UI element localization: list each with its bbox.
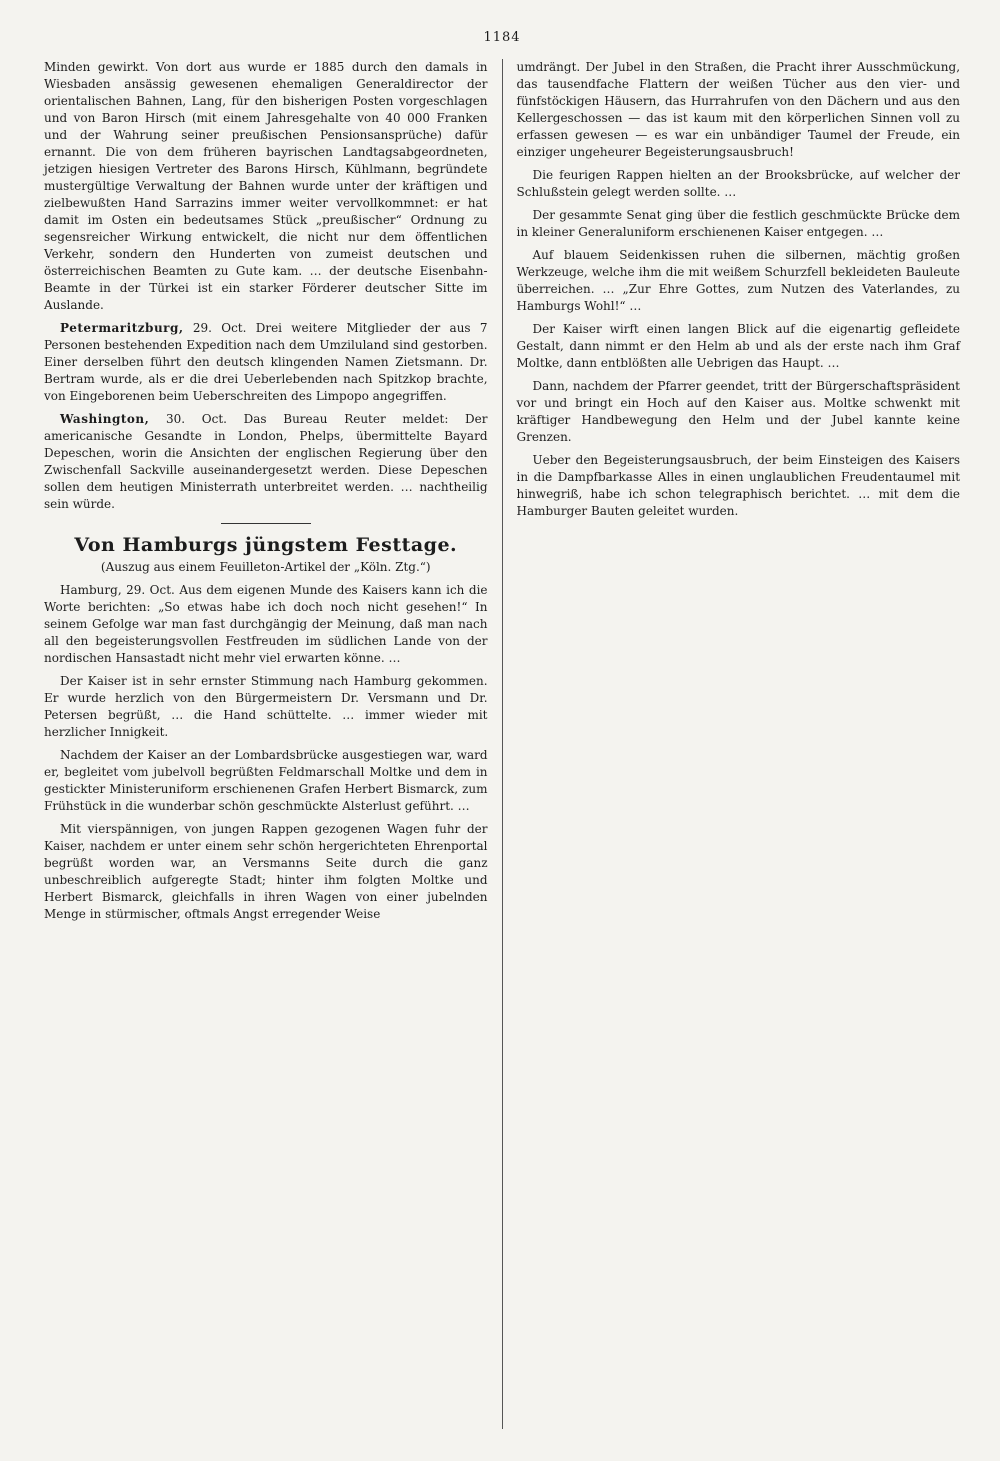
feature-paragraph: Der Kaiser wirft einen langen Blick auf die eigenartig gefleidete Gestalt, dann nimmt er den Helm ab und als der erste nach ihm Graf Moltke, dann entblößten alle Uebrigen das Haupt. … bbox=[516, 322, 961, 370]
dateline-washington: Washington, bbox=[60, 412, 150, 426]
feature-paragraph: Der Kaiser ist in sehr ernster Stimmung nach Hamburg gekommen. Er wurde herzlich von den Bürgermeistern Dr. Versmann und Dr. Petersen begrüßt, … die Hand schüttelte. … immer wieder mit herzlicher Innigkeit. bbox=[44, 674, 488, 739]
feature-paragraph: Auf blauem Seidenkissen ruhen die silbernen, mächtig großen Werkzeuge, welche ihm die mit weißem Schurzfell bekleideten Bauleute überreichen. … „Zur Ehre Gottes, zum Nutzen des Vaterlandes, zu Hamburgs Wohl!“ … bbox=[516, 248, 961, 313]
page-number: 1184 bbox=[483, 30, 521, 45]
continued-report: Minden gewirkt. Von dort aus wurde er 1885 durch den damals in Wiesbaden ansässig gewesenen ehemaligen Generaldirector der orientalischen Bahnen, Lang, für den bisherigen Posten vorgeschlagen und von Baron Hirsch (mit einem Jahresgehalte von 40 000 Franken und der Wahrung seiner preußischen Pensionsansprüche) dafür ernannt. Die von dem früheren bayrischen Landtagsabgeordneten, jetzigen hiesigen Vertreter des Barons Hirsch, Kühlmann, begründete mustergültige Verwaltung der Bahnen wurde unter der kräftigen und zielbewußten Hand Sarrazins immer weiter vervollkommnet: er hat damit im Osten ein bedeutsames Stück „preußischer“ Ordnung zu segensreicher Wirkung entwickelt, die nicht nur dem öffentlichen Verkehr, sondern den Hunderten von zumeist deutschen und österreichischen Beamten zu Gute kam. … der deutsche Eisenbahn-Beamte in der Türkei ist ein starker Förderer deutscher Sitte im Auslande. bbox=[44, 60, 488, 312]
feature-paragraph: Die feurigen Rappen hielten an der Brooksbrücke, auf welcher der Schlußstein gelegt werden sollte. … bbox=[516, 168, 961, 199]
feature-paragraph: Dann, nachdem der Pfarrer geendet, tritt der Bürgerschaftspräsident vor und bringt ein Hoch auf den Kaiser aus. Moltke schwenkt mit kräftiger Handbewegung den Helm und der Jubel kannte keine Grenzen. bbox=[516, 379, 961, 444]
feature-paragraph: Der gesammte Senat ging über die festlich geschmückte Brücke dem in kleiner Generaluniform erschienenen Kaiser entgegen. … bbox=[516, 208, 961, 239]
dateline-petermaritzburg: Petermaritzburg, bbox=[60, 321, 184, 335]
feature-title: Von Hamburgs jüngstem Festtage. bbox=[74, 534, 458, 556]
right-column bbox=[511, 59, 961, 526]
left-column bbox=[44, 59, 494, 929]
feature-byline: (Auszug aus einem Feuilleton-Artikel der „Köln. Ztg.“) bbox=[100, 560, 431, 574]
feature-paragraph: umdrängt. Der Jubel in den Straßen, die Pracht ihrer Ausschmückung, das tausendfache Flattern der weißen Tücher aus den vier- und fünfstöckigen Häusern, das Hurrahrufen von den Dächern und aus den Kellergeschossen — das ist kaum mit den körperlichen Sinnen voll zu erfassen gewesen — es war ein unbändiger Taumel der Freude, ein einziger ungeheurer Begeisterungsausbruch! bbox=[516, 60, 961, 159]
feature-paragraph: Mit vierspännigen, von jungen Rappen gezogenen Wagen fuhr der Kaiser, nachdem er unter einem sehr schön hergerichteten Ehrenportal begrüßt worden war, an Versmanns Seite durch die ganz unbeschreiblich aufgeregte Stadt; hinter ihm folgten Moltke und Herbert Bismarck, gleichfalls in ihren Wagen von einer jubelnden Menge in stürmischer, oftmals Angst erregender Weise bbox=[44, 822, 488, 921]
feature-paragraph: Hamburg, 29. Oct. Aus dem eigenen Munde des Kaisers kann ich die Worte berichten: „So etwas habe ich doch noch nicht gesehen!“ In seinem Gefolge war man fast durchgängig der Meinung, daß man nach all den begeisterungsvollen Festfreuden im südlichen Lande von der nordischen Hansastadt nicht mehr viel erwarten könne. … bbox=[44, 583, 488, 665]
news-item-petermaritzburg bbox=[44, 320, 488, 405]
news-item-washington bbox=[44, 411, 488, 513]
text-columns bbox=[44, 59, 960, 1429]
feature-paragraph: Nachdem der Kaiser an der Lombardsbrücke ausgestiegen war, ward er, begleitet vom jubelvoll begrüßten Feldmarschall Moltke und dem in gestickter Ministeruniform erschienenen Grafen Herbert Bismarck, zum Frühstück in die wunderbar schön geschmückte Alsterlust geführt. … bbox=[44, 748, 488, 813]
section-divider bbox=[221, 523, 311, 524]
column-rule bbox=[502, 59, 503, 1429]
news-text-petermaritzburg: 29. Oct. Drei weitere Mitglieder der aus 7 Personen bestehenden Expedition nach dem Umziluland sind gestorben. Einer derselben führt den deutsch klingenden Namen Zietsmann. Dr. Bertram wurde, als er die drei Ueberlebenden nach Spitzkop brachte, von Eingeborenen beim Ueberschreiten des Limpopo angegriffen. bbox=[44, 321, 488, 403]
feature-paragraph: Ueber den Begeisterungsausbruch, der beim Einsteigen des Kaisers in die Dampfbarkasse Alles in einen unglaublichen Freudentaumel mit hinwegriß, habe ich schon telegraphisch berichtet. … mit dem die Hamburger Bauten geleitet wurden. bbox=[516, 453, 961, 518]
news-text-washington: 30. Oct. Das Bureau Reuter meldet: Der americanische Gesandte in London, Phelps, übermittelte Bayard Depeschen, worin die Ansichten der englischen Regierung über den Zwischenfall Sackville auseinandergesetzt werden. Diese Depeschen sollen dem heutigen Ministerrath unterbreitet werden. … nachtheilig sein würde. bbox=[44, 412, 488, 511]
